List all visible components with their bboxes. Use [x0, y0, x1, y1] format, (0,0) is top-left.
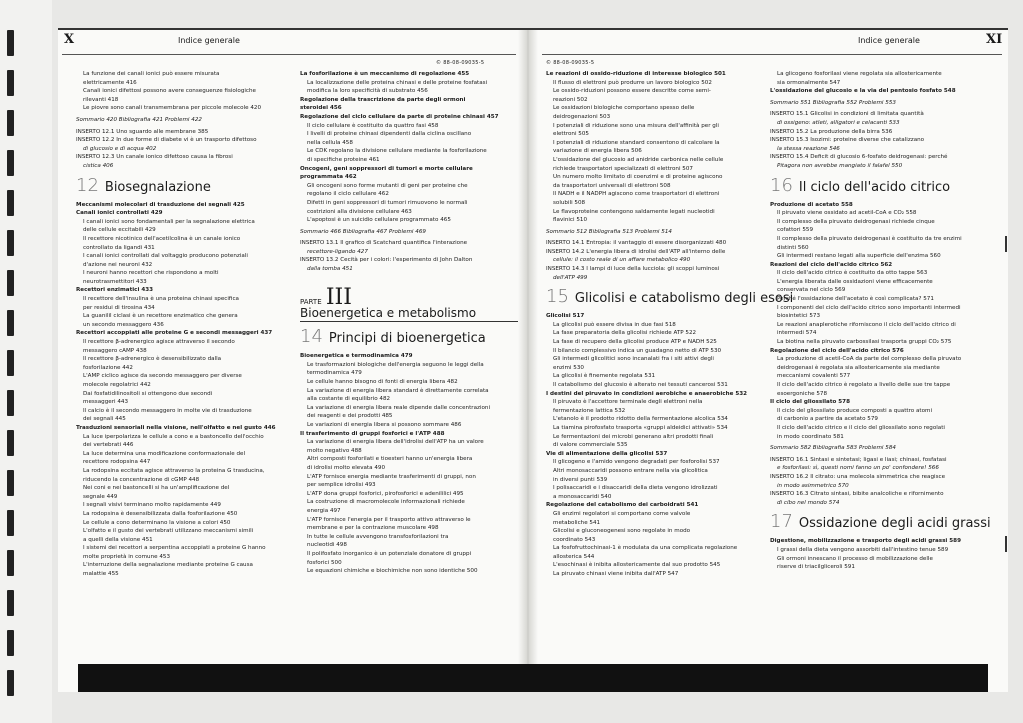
- toc-entry: regolano il ciclo cellulare 462: [307, 191, 389, 198]
- toc-entry: da trasportatori universali di elettroni 508: [553, 182, 671, 189]
- binder-ring: [7, 270, 14, 296]
- toc-entry: Nei coni e nei bastoncelli si ha un'amplificazione del: [83, 485, 230, 492]
- toc-inserto: INSERTO 13.2 Cecità per i colori: l'esperimento di John Dalton: [300, 257, 473, 264]
- toc-section: Il trasferimento di gruppi fosforici e l'ATP 488: [300, 430, 445, 437]
- toc-entry: Gli ormoni innescano il processo di mobilizzazione delle: [777, 555, 933, 562]
- toc-entry: La produzione di acetil-CoA da parte del complesso della piruvato: [777, 356, 962, 363]
- toc-section: Meccanismi molecolari di trasduzione dei segnali 425: [76, 201, 245, 208]
- toc-entry: Il flusso di elettroni può produrre un lavoro biologico 502: [553, 79, 712, 86]
- toc-entry: Il recettore dell'insulina è una proteina chinasi specifica: [83, 296, 239, 303]
- toc-entry: Il ciclo dell'acido citrico e il ciclo del gliossilato sono regolati: [777, 424, 945, 431]
- toc-entry: solubili 508: [553, 199, 586, 206]
- toc-summary-line: Sommario 420 Bibliografia 421 Problemi 422: [76, 116, 202, 123]
- toc-entry: fosforici 500: [307, 559, 342, 566]
- toc-entry: La costruzione di macromolecole informazionali richiede: [307, 499, 465, 506]
- toc-entry: I sistemi dei recettori a serpentina accoppiati a proteine G hanno: [83, 545, 266, 552]
- toc-entry: Le ossido-riduzioni possono essere descritte come semi-: [553, 88, 711, 95]
- toc-entry: La variazione di energia libera standard è direttamente correlata: [307, 387, 489, 394]
- toc-entry: coordinato 543: [553, 536, 596, 543]
- toc-entry: esoergoniche 578: [777, 390, 828, 397]
- toc-entry: dei reagenti e dei prodotti 485: [307, 413, 393, 420]
- toc-entry: Difetti in geni soppressori di tumori rimuovono le normali: [307, 199, 468, 206]
- toc-entry: alla costante di equilibrio 482: [307, 396, 391, 403]
- toc-entry: di specifiche proteine 461: [307, 156, 380, 163]
- toc-entry: La luce iperpolarizza le cellule a cono e a bastoncello dell'occhio: [83, 433, 264, 440]
- toc-entry: molto negativo 488: [307, 447, 362, 454]
- toc-section: I destini del piruvato in condizioni aerobiche e anaerobiche 532: [546, 390, 748, 397]
- toc-summary-line: Sommario 582 Bibliografia 583 Problemi 584: [770, 445, 896, 452]
- toc-entry: Dai fosfatidilinositoli si ottengono due secondi: [83, 390, 213, 397]
- toc-entry: La glicolisi può essere divisa in due fasi 518: [553, 321, 676, 328]
- toc-entry: sia ormonalmente 547: [777, 79, 841, 86]
- toc-entry: L'etanolo è il prodotto ridotto della fermentazione alcolica 534: [553, 416, 728, 423]
- toc-entry: molte proprietà in comune 453: [83, 553, 171, 560]
- toc-entry: a quelli della visione 451: [83, 536, 153, 543]
- toc-entry: I livelli di proteine chinasi dipendenti dalla ciclina oscillano: [307, 131, 472, 138]
- binder-ring: [7, 550, 14, 576]
- toc-entry: La luce determina una modificazione conformazionale del: [83, 450, 245, 457]
- toc-inserto: INSERTO 14.1 Entropia: il vantaggio di essere disorganizzati 480: [546, 240, 727, 247]
- toc-entry: intermedi 574: [777, 330, 817, 337]
- toc-entry: Le CDK regolano la divisione cellulare mediante la fosforilazione: [307, 148, 487, 155]
- edge-mark: [1005, 236, 1007, 252]
- toc-entry: L'ATP dona gruppi fosforici, pirofosforici e adenililici 495: [307, 490, 464, 497]
- toc-entry: fermentazione lattica 532: [553, 407, 626, 414]
- toc-section: Glicolisi 517: [546, 313, 585, 320]
- scan-bottom-edge: [78, 664, 988, 692]
- toc-entry: costrizioni alla divisione cellulare 463: [307, 208, 412, 215]
- toc-entry: metaboliche 541: [553, 519, 601, 526]
- toc-entry: Il ciclo dell'acido citrico è regolato a livello delle sue tre tappe: [777, 382, 951, 388]
- toc-column-4: [770, 70, 1002, 572]
- binder-ring: [7, 590, 14, 616]
- toc-entry: I canali ionici controllati dal voltaggio producono potenziali: [83, 253, 248, 260]
- binder-ring: [7, 110, 14, 136]
- toc-section: Vie di alimentazione della glicolisi 537: [546, 450, 668, 457]
- toc-column-2: [300, 70, 518, 576]
- chapter-number: 15: [546, 286, 569, 308]
- toc-inserto: recettore-ligando 427: [307, 248, 368, 255]
- toc-entry: cofattori 559: [777, 227, 814, 234]
- chapter-title: Principi di bioenergetica: [328, 331, 486, 347]
- toc-entry: per residui di tirosina 434: [83, 304, 155, 311]
- toc-entry: Le ossidazioni biologiche comportano spesso delle: [553, 105, 695, 112]
- binder-ring: [7, 670, 14, 696]
- toc-summary-line: Sommario 551 Bibliografia 552 Problemi 553: [770, 99, 896, 106]
- toc-section: Regolazione del catabolismo dei carboidrati 541: [546, 502, 699, 509]
- toc-entry: recettore rodopsina 447: [83, 459, 151, 466]
- toc-entry: Le trasformazioni biologiche dell'energia seguono le leggi della: [307, 361, 484, 368]
- toc-entry: Il NADH e il NADPH agiscono come trasportatori di elettroni: [553, 191, 720, 198]
- toc-entry: Le cellule a cono determinano la visione a colori 450: [83, 519, 231, 526]
- toc-entry: nucleotidi 498: [307, 542, 347, 549]
- toc-entry: La guanilil ciclasi è un recettore enzimatico che genera: [83, 313, 238, 320]
- toc-inserto: cellule: il costo reale di un affare metabolico 490: [553, 257, 691, 264]
- toc-inserto: dalla tomba 451: [307, 266, 353, 273]
- toc-entry: dei vertebrati 446: [83, 442, 134, 449]
- toc-section: Il ciclo del gliossilato 578: [770, 399, 850, 406]
- toc-entry: Un numero molto limitato di coenzimi e di proteine agiscono: [553, 174, 723, 181]
- chapter-heading: [770, 513, 1002, 533]
- toc-entry: La variazione di energia libera reale dipende dalle concentrazioni: [307, 404, 491, 411]
- toc-entry: Perché l'ossidazione dell'acetato è così complicata? 571: [777, 296, 934, 303]
- chapter-number: 14: [300, 326, 323, 348]
- toc-inserto: INSERTO 14.3 I lampi di luce della lucciola: gli scoppi luminosi: [546, 266, 720, 273]
- toc-entry: messaggero cAMP 438: [83, 347, 147, 354]
- toc-entry: di idrolisi molto elevata 490: [307, 464, 386, 471]
- toc-entry: molecole regolatrici 442: [83, 382, 151, 388]
- chapter-title: Glicolisi e catabolismo degli esosi: [574, 291, 794, 307]
- toc-entry: deidrogenazioni 503: [553, 113, 611, 120]
- toc-entry: Le variazioni di energia libera si possono sommare 486: [307, 422, 462, 428]
- toc-inserto: INSERTO 14.2 L'energia libera di idrolisi dell'ATP all'interno delle: [546, 248, 726, 255]
- toc-entry: membrane e per la contrazione muscolare 498: [307, 525, 439, 532]
- toc-entry: Gli oncogeni sono forme mutanti di geni per proteine che: [307, 182, 468, 189]
- right-header-rule: [542, 54, 1002, 55]
- toc-inserto: INSERTO 13.1 Il grafico di Scatchard quantifica l'interazione: [300, 240, 468, 247]
- toc-entry: La piruvato chinasi viene inibita dall'ATP 547: [553, 571, 679, 578]
- chapter-heading: [76, 174, 298, 197]
- binder-ring: [7, 230, 14, 256]
- toc-entry: La fosfofruttochinasi-1 è modulata da una complicata regolazione: [553, 545, 738, 552]
- toc-inserto: INSERTO 16.3 Citrato sintasi, bibite analcoliche e rifornimento: [770, 491, 944, 498]
- toc-entry: nella cellula 458: [307, 139, 353, 146]
- left-isbn: © 88-08-09035-5: [436, 60, 485, 66]
- toc-section: Recettori accoppiati alle proteine G e secondi messaggeri 437: [76, 330, 273, 337]
- toc-entry: controllato da ligandi 431: [83, 244, 155, 251]
- toc-entry: Il catabolismo del glucosio è alterato nei tessuti cancerosi 531: [553, 382, 728, 388]
- toc-entry: di carbonio a partire da acetato 579: [777, 416, 878, 423]
- toc-inserto: in modo asimmetrico 570: [777, 482, 849, 489]
- toc-entry: Le flavoproteine contengono saldamente legati nucleotidi: [553, 208, 715, 215]
- part-heading: PARTE III: [300, 284, 352, 310]
- toc-entry: Le piovre sono canali transmembrana per piccole molecole 420: [83, 105, 262, 112]
- toc-entry: conservata nel ciclo 569: [777, 287, 846, 294]
- toc-entry: Il recettore β-adrenergico è desensibilizzato dalla: [83, 356, 222, 363]
- toc-entry: energia 497: [307, 507, 341, 514]
- toc-section: La fosforilazione è un meccanismo di regolazione 455: [300, 71, 470, 77]
- toc-entry: La rodopsina è desensibilizzata dalla fosforilazione 450: [83, 510, 238, 517]
- toc-entry: Altri composti fosforilati e tioesteri hanno un'energia libera: [307, 456, 473, 463]
- toc-entry: un secondo messaggero 436: [83, 321, 164, 328]
- toc-entry: La tiamina pirofosfato trasporta «gruppi aldeidici attivati» 534: [553, 424, 728, 431]
- toc-inserto: di ossigeno: atleti, alligatori e celacanti 533: [777, 119, 900, 126]
- toc-entry: biosintetici 573: [777, 313, 821, 320]
- chapter-number: 12: [76, 174, 99, 196]
- toc-entry: Glicolisi e gluconeogenesi sono regolate in modo: [553, 528, 691, 535]
- toc-entry: Gli intermedi glicolitici sono incanalati fra i siti attivi degli: [553, 356, 714, 363]
- toc-inserto: INSERTO 12.2 In due forme di diabete vi è un trasporto difettoso: [76, 137, 257, 144]
- chapter-number: 16: [770, 174, 793, 196]
- toc-entry: La glicolisi è finemente regolata 531: [553, 373, 656, 380]
- toc-entry: Gli intermedi restano legati alla superficie dell'enzima 560: [777, 253, 941, 260]
- right-running-header: Indice generale: [858, 36, 920, 45]
- toc-entry: L'interruzione della segnalazione mediante proteine G causa: [83, 562, 253, 569]
- toc-inserto: cistica 406: [83, 162, 114, 169]
- toc-entry: Il recettore nicotinico dell'acetilcolina è un canale ionico: [83, 235, 241, 242]
- toc-entry: L'ATP fornisce l'energia per il trasporto attivo attraverso le: [307, 516, 471, 523]
- toc-entry: enzimi 530: [553, 364, 584, 371]
- toc-entry: Il ciclo dell'acido citrico è costituito da otto tappe 563: [777, 270, 928, 277]
- chapter-title: Il ciclo dell'acido citrico: [798, 179, 951, 195]
- toc-entry: Il glicogeno e l'amido vengono degradati per fosforolisi 537: [553, 459, 720, 466]
- toc-section: programmata 462: [300, 174, 357, 181]
- toc-section: Recettori enzimatici 433: [76, 287, 154, 294]
- toc-entry: per semplice idrolisi 493: [307, 482, 376, 489]
- toc-entry: La glicogeno fosforilasi viene regolata sia allostericamente: [777, 71, 942, 77]
- toc-entry: allosterica 544: [553, 553, 595, 560]
- toc-entry: Altri monosaccaridi possono entrare nella via glicolitica: [553, 467, 708, 474]
- toc-entry: messaggeri 443: [83, 399, 128, 406]
- binder-ring: [7, 470, 14, 496]
- toc-entry: La rodopsina eccitata agisce attraverso la proteina G trasducina,: [83, 467, 265, 474]
- binder-ring: [7, 30, 14, 56]
- toc-section: Trasduzioni sensoriali nella visione, nell'olfatto e nel gusto 446: [76, 424, 276, 431]
- toc-inserto: INSERTO 15.3 Isozimi: proteine diverse che catalizzano: [770, 137, 925, 144]
- toc-inserto: di cibo nel mondo 574: [777, 499, 840, 506]
- toc-entry: I neuroni hanno recettori che rispondono a molti: [83, 270, 219, 277]
- toc-entry: La fase di recupero della glicolisi produce ATP e NADH 525: [553, 339, 717, 346]
- toc-inserto: INSERTO 15.1 Glicolisi in condizioni di limitata quantità: [770, 111, 924, 118]
- toc-section: Le reazioni di ossido-riduzione di interesse biologico 501: [546, 71, 726, 77]
- toc-summary-line: Sommario 466 Bibliografia 467 Problemi 469: [300, 228, 426, 235]
- toc-entry: L'energia liberata dalle ossidazioni viene efficacemente: [777, 278, 933, 285]
- toc-entry: Il complesso della piruvato deidrogenasi è costituito da tre enzimi: [777, 235, 962, 242]
- toc-entry: Gli enzimi regolatori si comportano come valvole: [553, 510, 691, 517]
- toc-entry: I componenti del ciclo dell'acido citrico sono importanti intermedi: [777, 304, 961, 311]
- left-header-rule: [62, 54, 516, 55]
- toc-inserto: Pitagora non avrebbe mangiato il falafel 550: [777, 162, 903, 169]
- toc-section: Regolazione del ciclo dell'acido citrico 576: [770, 347, 904, 354]
- left-page-number: X: [64, 32, 75, 47]
- toc-inserto: la stessa reazione 546: [777, 145, 840, 152]
- toc-entry: La variazione di energia libera dell'idrolisi dell'ATP ha un valore: [307, 439, 484, 446]
- toc-entry: Il piruvato è l'accettore terminale degli elettroni nella: [553, 399, 703, 406]
- toc-section: Regolazione della trascrizione da parte degli ormoni: [300, 96, 466, 103]
- toc-entry: Il piruvato viene ossidato ad acetil-CoA e CO₂ 558: [777, 210, 917, 217]
- toc-inserto: INSERTO 12.3 Un canale ionico difettoso causa la fibrosi: [76, 154, 233, 161]
- toc-section: Regolazione del ciclo cellulare da parte di proteine chinasi 457: [300, 113, 499, 120]
- toc-entry: in modo coordinato 581: [777, 433, 844, 440]
- toc-entry: Il bilancio complessivo indica un guadagno netto di ATP 530: [553, 347, 722, 354]
- toc-inserto: INSERTO 12.1 Uno sguardo alle membrane 385: [76, 128, 209, 135]
- toc-entry: L'esochinasi è inibita allostericamente dal suo prodotto 545: [553, 562, 721, 569]
- toc-inserto: dell'ATP 499: [553, 274, 588, 281]
- toc-entry: L'AMP ciclico agisce da secondo messaggero per diverse: [83, 373, 242, 380]
- toc-section: Bioenergetica e termodinamica 479: [300, 353, 413, 360]
- toc-entry: d'azione nei neuroni 432: [83, 261, 153, 268]
- toc-entry: Il recettore β-adrenergico agisce attraverso il secondo: [83, 339, 235, 346]
- toc-entry: Il ciclo del gliossilato produce composti a quattro atomi: [777, 407, 933, 414]
- toc-entry: dei segnali 445: [83, 416, 126, 423]
- right-isbn: © 88-08-09035-5: [546, 60, 595, 66]
- toc-entry: I grassi della dieta vengono assorbiti dall'intestino tenue 589: [777, 546, 949, 553]
- toc-entry: malattie 455: [83, 571, 119, 578]
- toc-entry: delle cellule eccitabili 429: [83, 227, 156, 234]
- toc-entry: elettricamente 416: [83, 79, 137, 86]
- toc-entry: riserve di triacilgliceroli 591: [777, 564, 855, 571]
- chapter-number: 17: [770, 511, 793, 533]
- toc-entry: termodinamica 479: [307, 370, 362, 377]
- toc-inserto: INSERTO 16.2 Il citrato: una molecola simmetrica che reagisce: [770, 473, 946, 480]
- toc-entry: Le cellule hanno bisogno di fonti di energia libera 482: [307, 379, 458, 386]
- toc-entry: neurotrasmettitori 433: [83, 278, 147, 285]
- binder-ring: [7, 510, 14, 536]
- binder-ring: [7, 310, 14, 336]
- edge-mark: [1005, 536, 1007, 552]
- binder-ring: [7, 430, 14, 456]
- toc-entry: I segnali visivi terminano molto rapidamente 449: [83, 502, 221, 509]
- toc-entry: Bioenergetica e metabolismo: [300, 306, 518, 322]
- toc-inserto: di glucosio e di acqua 402: [83, 145, 157, 152]
- binder-ring: [7, 150, 14, 176]
- toc-entry: di valore commerciale 535: [553, 442, 628, 449]
- toc-entry: variazione di energia libera 506: [553, 148, 642, 155]
- left-running-header: Indice generale: [178, 36, 240, 45]
- toc-entry: La localizzazione delle proteina chinasi e delle proteine fosfatasi: [307, 79, 488, 86]
- toc-entry: Canali ionici difettosi possono avere conseguenze fisiologiche: [83, 88, 256, 95]
- toc-entry: I polisaccaridi e i disaccaridi della dieta vengono idrolizzati: [553, 485, 718, 492]
- toc-entry: L'olfatto e il gusto dei vertebrati utilizzano meccanismi simili: [83, 528, 254, 535]
- toc-inserto: INSERTO 15.2 La produzione della birra 536: [770, 128, 893, 135]
- toc-section: Digestione, mobilizzazione e trasporto degli acidi grassi 589: [770, 538, 961, 545]
- toc-column-1: [76, 70, 298, 579]
- toc-section: Reazioni del ciclo dell'acido citrico 562: [770, 261, 893, 268]
- toc-entry: deidrogenasi è regolata sia allostericamente sia mediante: [777, 364, 940, 371]
- chapter-title: Biosegnalazione: [104, 179, 211, 195]
- toc-summary-line: Sommario 512 Bibliografia 513 Problemi 514: [546, 228, 672, 235]
- binder-ring: [7, 630, 14, 656]
- binder-ring: [7, 190, 14, 216]
- toc-section: L'ossidazione del glucosio e la via del pentosio fosfato 548: [770, 88, 956, 95]
- binder-ring: [7, 350, 14, 376]
- toc-entry: Il calcio è il secondo messaggero in molte vie di trasduzione: [83, 407, 252, 414]
- chapter-heading: [770, 174, 1002, 197]
- toc-section: Oncogeni, geni soppressori di tumori e morte cellulare: [300, 165, 473, 172]
- toc-entry: distinti 560: [777, 244, 809, 251]
- toc-entry: reazioni 502: [553, 96, 588, 103]
- toc-entry: Le equazioni chimiche e biochimiche non sono identiche 500: [307, 568, 478, 575]
- toc-entry: elettroni 505: [553, 131, 589, 138]
- toc-section: steroidei 456: [300, 105, 342, 112]
- toc-entry: L'ossidazione del glucosio ad anidride carbonica nelle cellule: [553, 156, 724, 163]
- toc-entry: L'apoptosi è un suicidio cellulare programmato 465: [307, 217, 451, 224]
- toc-entry: segnale 449: [83, 493, 118, 500]
- chapter-heading: [300, 328, 518, 348]
- toc-entry: L'ATP fornisce energia mediante trasferimenti di gruppi, non: [307, 473, 476, 480]
- chapter-heading: [546, 286, 794, 308]
- toc-entry: I canali ionici sono fondamentali per la segnalazione elettrica: [83, 218, 255, 225]
- book-gutter: [518, 30, 538, 692]
- toc-entry: I potenziali di riduzione standard consentono di calcolare la: [553, 139, 720, 146]
- toc-entry: richiede trasportatori specializzati di elettroni 507: [553, 165, 693, 172]
- toc-entry: Il ciclo cellulare è costituito da quattro fasi 458: [307, 122, 439, 129]
- right-page-number: XI: [986, 32, 1003, 47]
- toc-entry: rilevanti 418: [83, 96, 119, 103]
- toc-entry: In tutte le cellule avvengono transfosforilazioni tra: [307, 533, 449, 540]
- binder-ring: [7, 390, 14, 416]
- toc-entry: La fase preparatoria della glicolisi richiede ATP 522: [553, 330, 697, 337]
- toc-entry: flavinici 510: [553, 217, 587, 224]
- toc-entry: Il complesso della piruvato deidrogenasi richiede cinque: [777, 218, 935, 225]
- toc-section: Produzione di acetato 558: [770, 201, 853, 208]
- toc-entry: modifica la loro specificità di substrato 456: [307, 88, 428, 95]
- toc-entry: La funzione dei canali ionici può essere misurata: [83, 71, 220, 77]
- toc-entry: Le reazioni anaplerotiche riforniscono il ciclo dell'acido citrico di: [777, 321, 956, 328]
- toc-entry: meccanismi covalenti 577: [777, 373, 851, 380]
- book-spread: [58, 28, 1008, 692]
- toc-entry: fosforilazione 442: [83, 364, 133, 371]
- toc-entry: riducendo la concentrazione di cGMP 448: [83, 476, 200, 483]
- binder-ring: [7, 70, 14, 96]
- toc-inserto: INSERTO 15.4 Deficit di glucosio 6-fosfato deidrogenasi: perché: [770, 154, 948, 161]
- toc-entry: in diversi punti 539: [553, 476, 608, 483]
- toc-inserto: INSERTO 16.1 Sintasi e sintetasi; ligasi e liasi; chinasi, fosfatasi: [770, 456, 947, 463]
- toc-entry: Le fermentazioni dei microbi generano altri prodotti finali: [553, 433, 714, 440]
- toc-entry: I potenziali di riduzione sono una misura dell'affinità per gli: [553, 122, 719, 129]
- toc-entry: Il polifosfato inorganico è un potenziale donatore di gruppi: [307, 550, 472, 557]
- chapter-title: Ossidazione degli acidi grassi: [798, 516, 991, 532]
- toc-section: Canali ionici controllati 429: [76, 210, 163, 217]
- toc-entry: a monosaccaridi 540: [553, 493, 612, 500]
- toc-inserto: e fosforilasi: sì, questi nomi fanno un po' confondere! 566: [777, 465, 939, 472]
- toc-entry: La biotina nella piruvato carbossilasi trasporta gruppi CO₂ 575: [777, 339, 952, 346]
